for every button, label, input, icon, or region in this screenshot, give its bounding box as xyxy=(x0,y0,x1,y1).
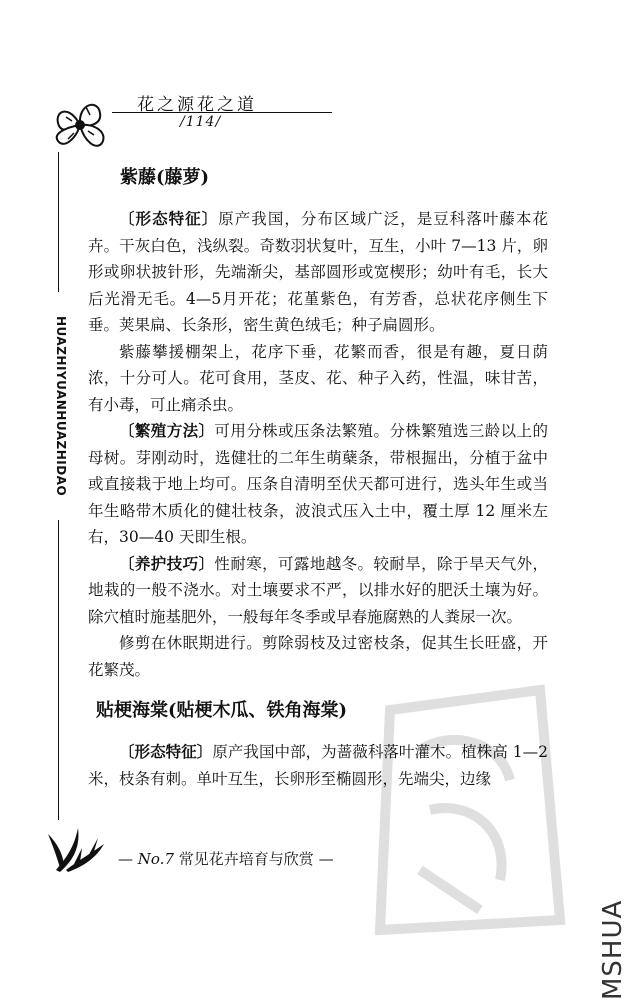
paragraph-text: 可用分株或压条法繁殖。分株繁殖选三龄以上的母树。芽刚动时，选健壮的二年生萌蘖条，带根掘出，分植于盆中或直接栽于地上均可。压条自清明至伏天都可进行，选头年生或当年生略带木质化的健壮枝条，波浪式压入土中，覆土厚 12 厘米左右，30—40 天即生根。 xyxy=(88,422,548,546)
header-rule xyxy=(112,112,332,113)
paragraph-text: 原产我国，分布区域广泛，是豆科落叶藤本花卉。干灰白色，浅纵裂。奇数羽状复叶，互生，小叶 7—13 片，卵形或卵状披针形，先端渐尖，基部圆形或宽楔形；幼叶有毛，长大后光滑无毛。4—5月开花；花堇紫色，有芳香，总状花序侧生下垂。荚果扁、长条形，密生黄色绒毛；种子扁圆形。 xyxy=(88,210,548,334)
spine-line xyxy=(58,152,59,292)
paragraph xyxy=(88,551,548,631)
paragraph-tag: 〔养护技巧〕 xyxy=(119,553,215,573)
paragraph-tag: 〔形态特征〕 xyxy=(119,742,213,761)
section-heading: 紫藤(藤萝) xyxy=(120,167,210,188)
spacer xyxy=(88,196,548,206)
paragraph xyxy=(88,339,548,419)
leaf-ornament-icon xyxy=(46,818,110,874)
chapter-title: 常见花卉培育与欣赏 xyxy=(178,850,314,868)
paragraph-text: 修剪在休眠期进行。剪除弱枝及过密枝条，促其生长旺盛，开花繁茂。 xyxy=(88,634,548,679)
spine-line xyxy=(58,520,59,820)
paragraph xyxy=(88,206,548,339)
footer-dash: — xyxy=(118,850,133,868)
paragraph-text: 性耐寒，可露地越冬。较耐旱，除于旱天气外，地栽的一般不浇水。对土壤要求不严，以排水好的肥沃土壤为好。除穴植时施基肥外，一般每年冬季或早春施腐熟的人粪尿一次。 xyxy=(88,554,548,626)
running-footer xyxy=(118,848,334,869)
paragraph xyxy=(88,630,548,683)
paragraph-text: 紫藤攀援棚架上，花序下垂，花繁而香，很是有趣，夏日荫浓，十分可人。花可食用，茎皮、花、种子入药，性温，味甘苦，有小毒，可止痛杀虫。 xyxy=(88,342,548,414)
paragraph-tag: 〔繁殖方法〕 xyxy=(119,421,215,440)
running-header-title: 花之源花之道 xyxy=(137,95,257,115)
watermark-seal-icon xyxy=(360,680,570,940)
side-watermark-text: MSHUA xyxy=(598,899,628,1000)
chapter-number: No.7 xyxy=(137,850,174,868)
paragraph-tag: 〔形态特征〕 xyxy=(119,209,219,228)
paragraph-text: 原产我国中部，为蔷薇科落叶灌木。植株高 1—2 米，枝条有刺。单叶互生，长卵形至椭圆形，先端尖，边缘 xyxy=(88,743,548,788)
paragraph xyxy=(88,418,548,551)
section-heading: 贴梗海棠(贴梗木瓜、铁角海棠) xyxy=(96,700,348,721)
flower-ornament-icon xyxy=(50,95,112,153)
footer-dash: — xyxy=(318,850,334,868)
page-number: /114/ xyxy=(180,114,222,130)
spine-title: HUAZHIYUANHUAZHIDAO xyxy=(54,315,68,497)
